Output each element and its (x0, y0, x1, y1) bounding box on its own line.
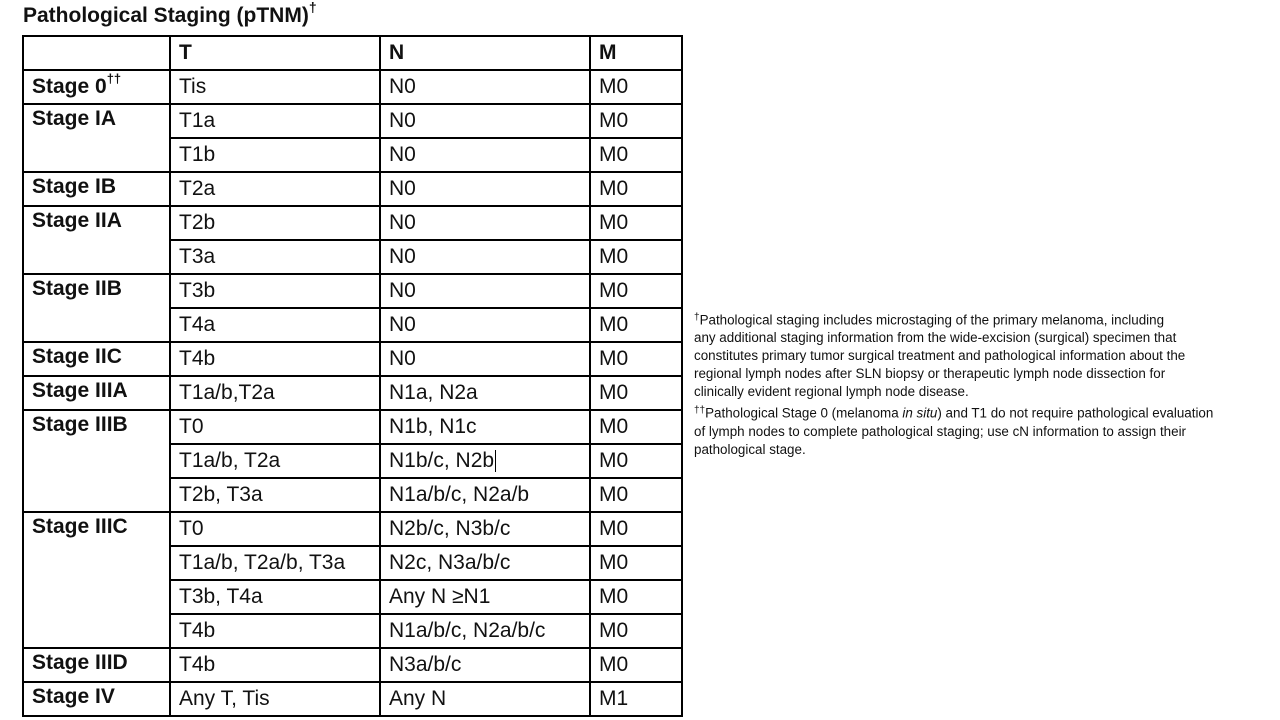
t-cell: T0 (170, 512, 380, 546)
m-cell: M0 (590, 206, 682, 240)
header-t: T (170, 36, 380, 70)
n-cell: N0 (380, 70, 590, 104)
stage-cell (23, 376, 170, 410)
t-cell: T3b (170, 274, 380, 308)
stage-label: Stage IIID (32, 651, 128, 674)
table-row (23, 206, 682, 240)
m-cell: M0 (590, 138, 682, 172)
table-row (23, 70, 682, 104)
t-cell: T1a/b, T2a/b, T3a (170, 546, 380, 580)
m-cell: M0 (590, 274, 682, 308)
stage-label: Stage IB (32, 175, 117, 198)
staging-table (22, 35, 683, 717)
stage-cell (23, 410, 170, 512)
stage-footnote-mark: †† (106, 71, 122, 86)
t-cell: T1a/b, T2a (170, 444, 380, 478)
n-cell: N1a/b/c, N2a/b/c (380, 614, 590, 648)
footnote-double-dagger-italic: in situ (902, 405, 938, 421)
n-cell: N1a, N2a (380, 376, 590, 410)
m-cell: M0 (590, 410, 682, 444)
footnote-double-dagger-mark: †† (694, 405, 706, 417)
t-cell: Tis (170, 70, 380, 104)
footnote-dagger-text: Pathological staging includes microstaging of the primary melanoma, including any additional staging information from the wide-excision (surgical) specimen that constitutes primary tumor surgical treatment and pathological information about the regional lymph nodes after SLN biopsy or therapeutic lymph node dissection for clinically evident regional lymph node disease. (694, 312, 1186, 400)
footnote-double-dagger (694, 401, 1280, 458)
stage-label: Stage IIA (32, 209, 122, 232)
n-cell: N0 (380, 138, 590, 172)
t-cell: T1b (170, 138, 380, 172)
stage-cell (23, 682, 170, 716)
table-body (23, 70, 682, 716)
stage-label: Stage IA (32, 107, 117, 130)
stage-label: Stage IIB (32, 277, 122, 300)
m-cell: M0 (590, 546, 682, 580)
table-header-row (23, 36, 682, 70)
m-cell: M0 (590, 308, 682, 342)
m-cell: M0 (590, 614, 682, 648)
m-cell: M0 (590, 648, 682, 682)
n-cell: N0 (380, 172, 590, 206)
m-cell: M0 (590, 240, 682, 274)
n-cell: N0 (380, 342, 590, 376)
table-row (23, 172, 682, 206)
stage-cell (23, 172, 170, 206)
stage-label: Stage IIIA (32, 379, 128, 402)
t-cell: T4b (170, 648, 380, 682)
stage-label: Stage IIIB (32, 413, 128, 436)
m-cell: M0 (590, 342, 682, 376)
footnote-double-dagger-text-after: ) and T1 do not require pathological evaluation of lymph nodes to complete pathological staging; use cN information to assign their pathological stage. (694, 405, 1214, 457)
table-row (23, 104, 682, 138)
n-cell: N0 (380, 104, 590, 138)
page-title-text: Pathological Staging (pTNM) (23, 4, 309, 27)
title-dagger-mark: † (308, 0, 317, 15)
m-cell: M0 (590, 580, 682, 614)
stage-cell (23, 206, 170, 274)
stage-label: Stage IIIC (32, 515, 128, 538)
stage-label: Stage IV (32, 685, 115, 708)
text-cursor (495, 450, 496, 472)
footnotes (694, 308, 1280, 459)
m-cell: M0 (590, 478, 682, 512)
page-title (23, 1, 317, 28)
t-cell: T2a (170, 172, 380, 206)
n-cell: N0 (380, 206, 590, 240)
t-cell: T4a (170, 308, 380, 342)
m-cell: M0 (590, 70, 682, 104)
t-cell: T1a/b,T2a (170, 376, 380, 410)
table-row (23, 512, 682, 546)
n-cell: N3a/b/c (380, 648, 590, 682)
stage-cell (23, 512, 170, 648)
n-cell: N1b/c, N2b (380, 444, 590, 478)
stage-label: Stage 0 (32, 75, 107, 98)
n-cell: Any N ≥N1 (380, 580, 590, 614)
header-m: M (590, 36, 682, 70)
header-n: N (380, 36, 590, 70)
t-cell: Any T, Tis (170, 682, 380, 716)
stage-cell (23, 342, 170, 376)
t-cell: T3a (170, 240, 380, 274)
n-cell: N0 (380, 240, 590, 274)
table-row (23, 274, 682, 308)
footnote-dagger-mark: † (694, 312, 700, 323)
table-row (23, 682, 682, 716)
stage-cell (23, 648, 170, 682)
stage-label: Stage IIC (32, 345, 122, 368)
m-cell: M0 (590, 104, 682, 138)
m-cell: M0 (590, 376, 682, 410)
n-cell: Any N (380, 682, 590, 716)
footnote-double-dagger-text-before: Pathological Stage 0 (melanoma (705, 405, 903, 421)
m-cell: M1 (590, 682, 682, 716)
t-cell: T1a (170, 104, 380, 138)
t-cell: T2b (170, 206, 380, 240)
table-row (23, 342, 682, 376)
footnote-dagger (694, 308, 1280, 401)
t-cell: T4b (170, 614, 380, 648)
n-cell: N2b/c, N3b/c (380, 512, 590, 546)
stage-cell (23, 104, 170, 172)
stage-cell (23, 70, 170, 104)
header-stage (23, 36, 170, 70)
n-cell: N2c, N3a/b/c (380, 546, 590, 580)
m-cell: M0 (590, 172, 682, 206)
table-row (23, 376, 682, 410)
stage-cell (23, 274, 170, 342)
m-cell: M0 (590, 444, 682, 478)
n-cell: N1a/b/c, N2a/b (380, 478, 590, 512)
t-cell: T0 (170, 410, 380, 444)
t-cell: T2b, T3a (170, 478, 380, 512)
table-row (23, 648, 682, 682)
n-cell: N0 (380, 274, 590, 308)
t-cell: T4b (170, 342, 380, 376)
table-row (23, 410, 682, 444)
n-cell: N1b, N1c (380, 410, 590, 444)
t-cell: T3b, T4a (170, 580, 380, 614)
m-cell: M0 (590, 512, 682, 546)
n-cell: N0 (380, 308, 590, 342)
